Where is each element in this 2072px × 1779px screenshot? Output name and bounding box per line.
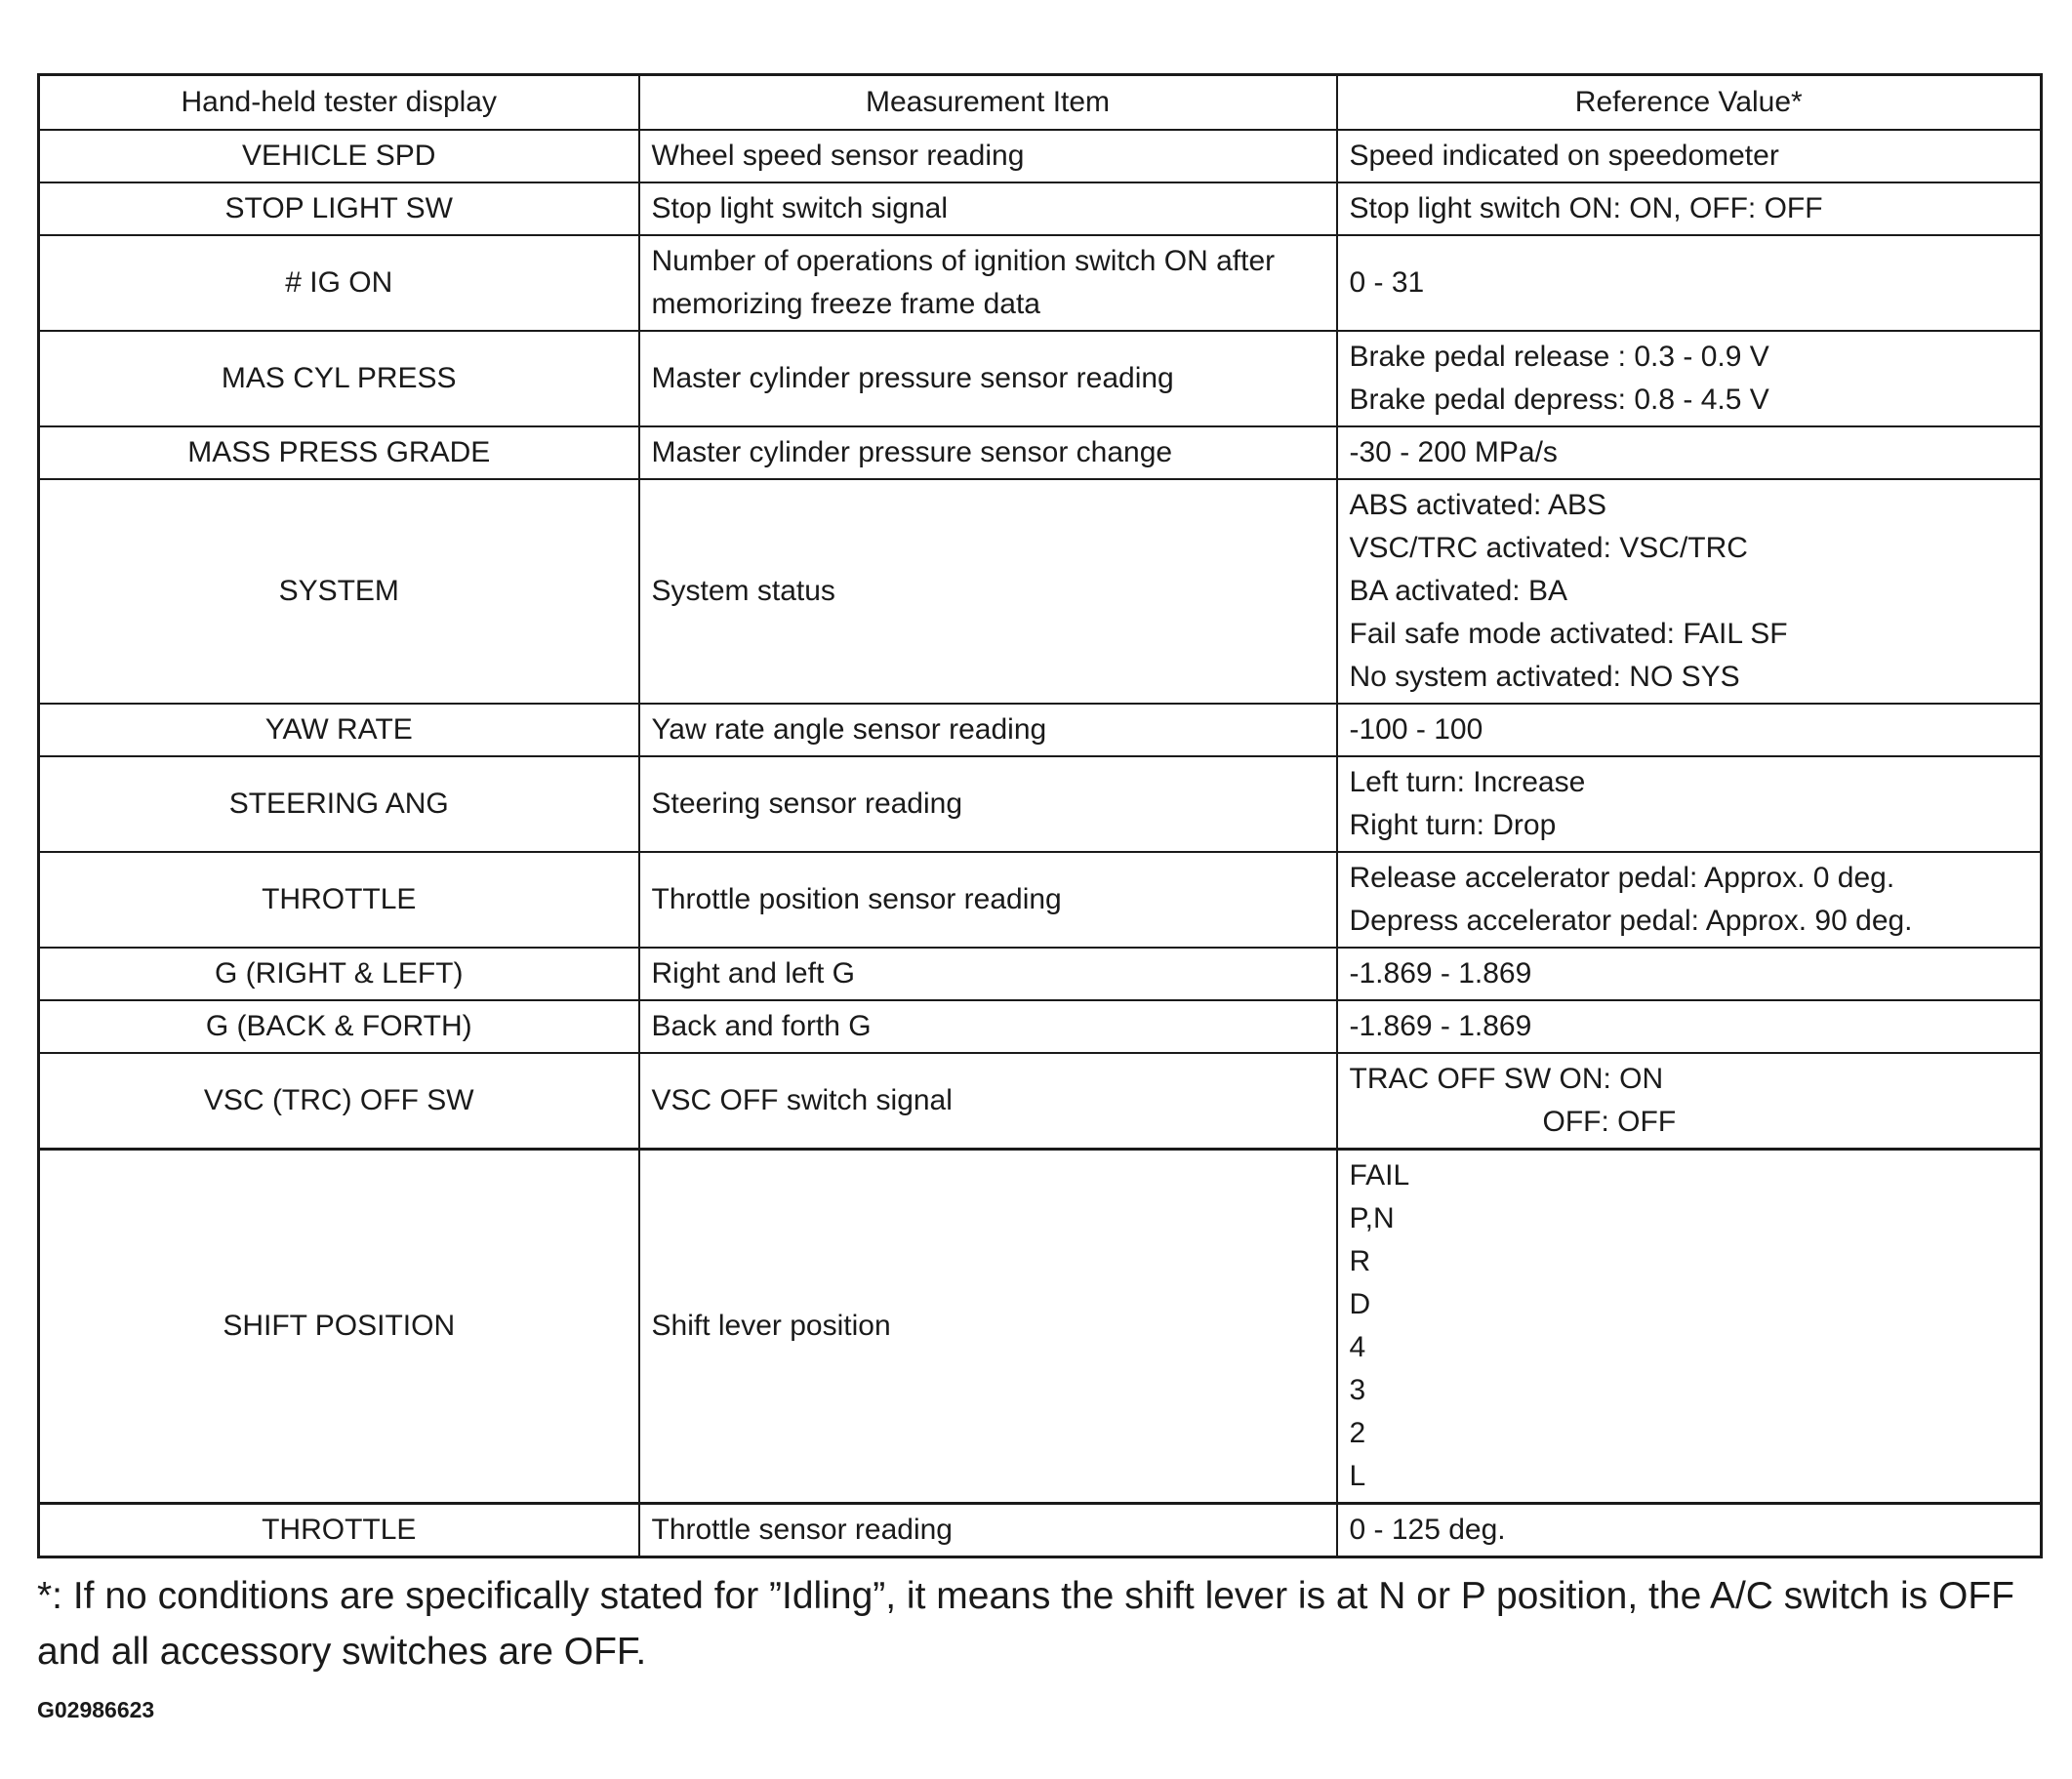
data-list-table [37, 73, 2043, 1558]
reference-line: Depress accelerator pedal: Approx. 90 deg. [1349, 905, 1913, 937]
reference-line: Stop light switch ON: ON, OFF: OFF [1349, 192, 1823, 224]
reference-line: -100 - 100 [1349, 713, 1483, 746]
header-measurement-item: Measurement Item [639, 75, 1337, 131]
cell-measurement-item [639, 130, 1337, 182]
reference-line: ABS activated: ABS [1349, 489, 1606, 521]
cell-tester-display: G (RIGHT & LEFT) [39, 948, 639, 1000]
reference-line: L [1349, 1460, 1366, 1492]
item-line: Steering sensor reading [651, 788, 963, 820]
cell-measurement-item [639, 1000, 1337, 1053]
cell-measurement-item [639, 948, 1337, 1000]
cell-reference-value [1337, 948, 2042, 1000]
reference-line: BA activated: BA [1349, 575, 1567, 607]
cell-measurement-item [639, 704, 1337, 756]
reference-line: R [1349, 1245, 1371, 1277]
reference-line: Speed indicated on speedometer [1349, 140, 1779, 172]
cell-tester-display: STEERING ANG [39, 756, 639, 852]
cell-reference-value [1337, 756, 2042, 852]
cell-reference-value [1337, 235, 2042, 331]
cell-measurement-item [639, 331, 1337, 426]
table-row [39, 426, 2042, 479]
table-row [39, 1504, 2042, 1557]
cell-reference-value [1337, 182, 2042, 235]
cell-tester-display: THROTTLE [39, 1504, 639, 1557]
item-line: Yaw rate angle sensor reading [651, 713, 1047, 746]
cell-reference-value [1337, 704, 2042, 756]
table-row [39, 1000, 2042, 1053]
reference-line: VSC/TRC activated: VSC/TRC [1349, 532, 1748, 564]
item-line: Number of operations of ignition switch ON after [651, 245, 1276, 277]
item-line: Right and left G [651, 957, 855, 990]
table-row [39, 479, 2042, 704]
table-row [39, 235, 2042, 331]
cell-tester-display: THROTTLE [39, 852, 639, 948]
cell-tester-display: STOP LIGHT SW [39, 182, 639, 235]
table-row [39, 1053, 2042, 1150]
cell-measurement-item [639, 1150, 1337, 1504]
item-line: memorizing freeze frame data [651, 288, 1040, 320]
cell-tester-display: G (BACK & FORTH) [39, 1000, 639, 1053]
reference-line: -1.869 - 1.869 [1349, 957, 1532, 990]
cell-measurement-item [639, 182, 1337, 235]
reference-line: FAIL [1349, 1159, 1410, 1192]
cell-reference-value [1337, 331, 2042, 426]
cell-tester-display: VEHICLE SPD [39, 130, 639, 182]
item-line: Master cylinder pressure sensor reading [651, 362, 1174, 394]
reference-line: Brake pedal release : 0.3 - 0.9 V [1349, 341, 1769, 373]
document [37, 73, 2040, 1723]
cell-tester-display: VSC (TRC) OFF SW [39, 1053, 639, 1150]
reference-line: Right turn: Drop [1349, 809, 1557, 841]
cell-tester-display: YAW RATE [39, 704, 639, 756]
item-line: Wheel speed sensor reading [651, 140, 1025, 172]
cell-reference-value [1337, 1150, 2042, 1504]
table-row [39, 331, 2042, 426]
reference-line: 4 [1349, 1331, 1366, 1363]
cell-reference-value [1337, 1000, 2042, 1053]
table-row [39, 948, 2042, 1000]
table-row [39, 852, 2042, 948]
cell-measurement-item [639, 1053, 1337, 1150]
cell-reference-value [1337, 1504, 2042, 1557]
reference-line: 2 [1349, 1417, 1366, 1449]
cell-measurement-item [639, 1504, 1337, 1557]
table-header-row [39, 75, 2042, 131]
reference-line: No system activated: NO SYS [1349, 661, 1740, 693]
table-row [39, 130, 2042, 182]
footnote: *: If no conditions are specifically stated for ”Idling”, it means the shift lever is at N or P position, the A/C switch is OFF and all accessory switches are OFF. [37, 1575, 2014, 1673]
table-row [39, 756, 2042, 852]
table-row [39, 1150, 2042, 1504]
cell-measurement-item [639, 479, 1337, 704]
cell-reference-value [1337, 852, 2042, 948]
reference-line: D [1349, 1288, 1371, 1320]
header-tester-display: Hand-held tester display [39, 75, 639, 131]
reference-line: 0 - 31 [1349, 266, 1425, 299]
reference-line: Brake pedal depress: 0.8 - 4.5 V [1349, 384, 1769, 416]
cell-measurement-item [639, 426, 1337, 479]
cell-reference-value [1337, 1053, 2042, 1150]
item-line: Throttle sensor reading [651, 1514, 953, 1546]
table-row [39, 704, 2042, 756]
reference-line: 0 - 125 deg. [1349, 1514, 1506, 1546]
cell-measurement-item [639, 756, 1337, 852]
reference-line: -30 - 200 MPa/s [1349, 436, 1558, 468]
reference-line: TRAC OFF SW ON: ON [1349, 1063, 1664, 1095]
header-reference-value: Reference Value* [1337, 75, 2042, 131]
reference-line: Fail safe mode activated: FAIL SF [1349, 618, 1788, 650]
reference-line: -1.869 - 1.869 [1349, 1010, 1532, 1042]
cell-tester-display: # IG ON [39, 235, 639, 331]
cell-measurement-item [639, 235, 1337, 331]
cell-reference-value [1337, 426, 2042, 479]
cell-tester-display: MAS CYL PRESS [39, 331, 639, 426]
cell-tester-display: SHIFT POSITION [39, 1150, 639, 1504]
item-line: Stop light switch signal [651, 192, 948, 224]
figure-id: G02986623 [37, 1697, 155, 1722]
cell-tester-display: SYSTEM [39, 479, 639, 704]
item-line: Throttle position sensor reading [651, 883, 1062, 915]
reference-line: P,N [1349, 1202, 1395, 1234]
item-line: Master cylinder pressure sensor change [651, 436, 1173, 468]
reference-line: 3 [1349, 1374, 1366, 1406]
table-row [39, 182, 2042, 235]
cell-reference-value [1337, 479, 2042, 704]
item-line: Back and forth G [651, 1010, 872, 1042]
cell-tester-display: MASS PRESS GRADE [39, 426, 639, 479]
cell-measurement-item [639, 852, 1337, 948]
item-line: Shift lever position [651, 1310, 891, 1342]
reference-line: Left turn: Increase [1349, 766, 1586, 798]
reference-line: Release accelerator pedal: Approx. 0 deg. [1349, 862, 1895, 894]
item-line: System status [651, 575, 835, 607]
cell-reference-value [1337, 130, 2042, 182]
reference-line: OFF: OFF [1542, 1106, 1677, 1138]
item-line: VSC OFF switch signal [651, 1084, 953, 1116]
